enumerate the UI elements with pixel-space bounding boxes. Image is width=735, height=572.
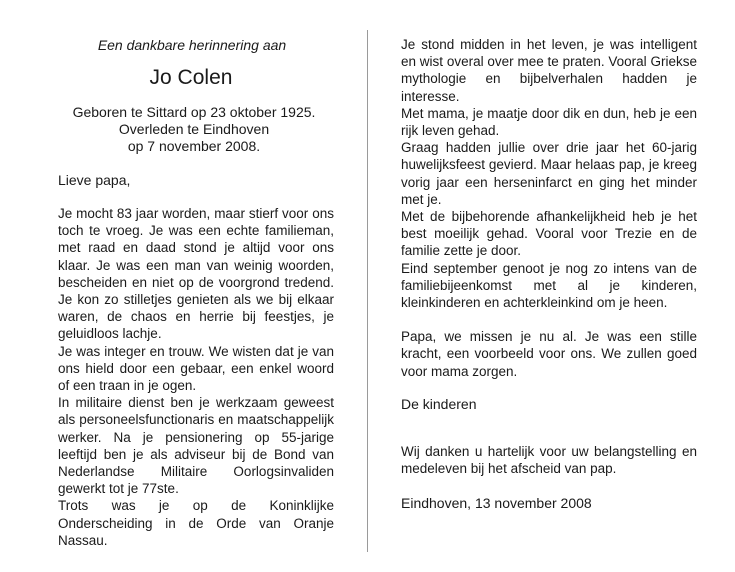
place-date: Eindhoven, 13 november 2008 — [401, 495, 592, 512]
bio-block — [58, 104, 334, 155]
column-divider — [367, 30, 368, 552]
death-date-line: op 7 november 2008. — [127, 138, 261, 154]
left-paragraph: Je was integer en trouw. We wisten dat je van ons hield door een gebaar, een enkel woord of een traan in je ogen. — [58, 343, 334, 394]
right-paragraph: Met de bijbehorende afhankelijkheid heb je het best moeilijk gehad. Vooral voor Trezie en de familie zette je door. — [401, 209, 697, 259]
right-paragraph: Graag hadden jullie over drie jaar het 60-jarig huwelijksfeest gevierd. Maar helaas pap, je kreeg vorig jaar een herseninfarct en ging het minder met je. — [401, 140, 697, 207]
birth-line: Geboren te Sittard op 23 oktober 1925. — [72, 104, 316, 120]
left-paragraph: Trots was je op de Koninklijke Onderscheiding in de Orde van Oranje Nassau. — [58, 498, 334, 548]
right-column — [401, 36, 697, 512]
signature: De kinderen — [401, 395, 477, 412]
thanks-paragraph: Wij danken u hartelijk voor uw belangstelling en medeleven bij het afscheid van pap. — [401, 443, 697, 477]
left-column — [58, 36, 334, 549]
salutation: Lieve papa, — [58, 172, 131, 188]
intro-line: Een dankbare herinnering aan — [97, 37, 287, 53]
right-paragraph: Met mama, je maatje door dik en dun, heb je een rijk leven gehad. — [401, 105, 697, 139]
left-paragraph: In militaire dienst ben je werkzaam geweest als personeelsfunctionaris en maatschappelijk werker. Na je pensionering op 55-jarige leeftijd ben je als adviseur bij de Bond van Nederlandse Militaire Oorlogsinvaliden gewerkt tot je 77ste. — [58, 395, 334, 497]
right-paragraph: Eind september genoot je nog zo intens van de familiebijeenkomst met al je kinderen, kleinkinderen en achterkleinkind om je heen. — [401, 260, 697, 311]
right-paragraph: Je stond midden in het leven, je was intelligent en wist overal over mee te praten. Vooral Griekse mythologie en bijbelverhalen hadden je interesse. — [401, 37, 697, 104]
closing-paragraph: Papa, we missen je nu al. Je was een stille kracht, een voorbeeld voor ons. We zullen goed voor mama zorgen. — [401, 329, 697, 379]
death-place-line: Overleden te Eindhoven — [118, 121, 270, 137]
left-paragraph: Je mocht 83 jaar worden, maar stierf voor ons toch te vroeg. Je was een echte familieman, met raad en daad stond je altijd voor ons klaar. Je was een man van weinig woorden, bescheiden en niet op de voorgrond tredend. Je kon zo stilletjes genieten als we bij elkaar waren, de chaos en herrie bij feestjes, je geluidloos lachje. — [58, 206, 334, 342]
deceased-name: Jo Colen — [149, 66, 233, 89]
